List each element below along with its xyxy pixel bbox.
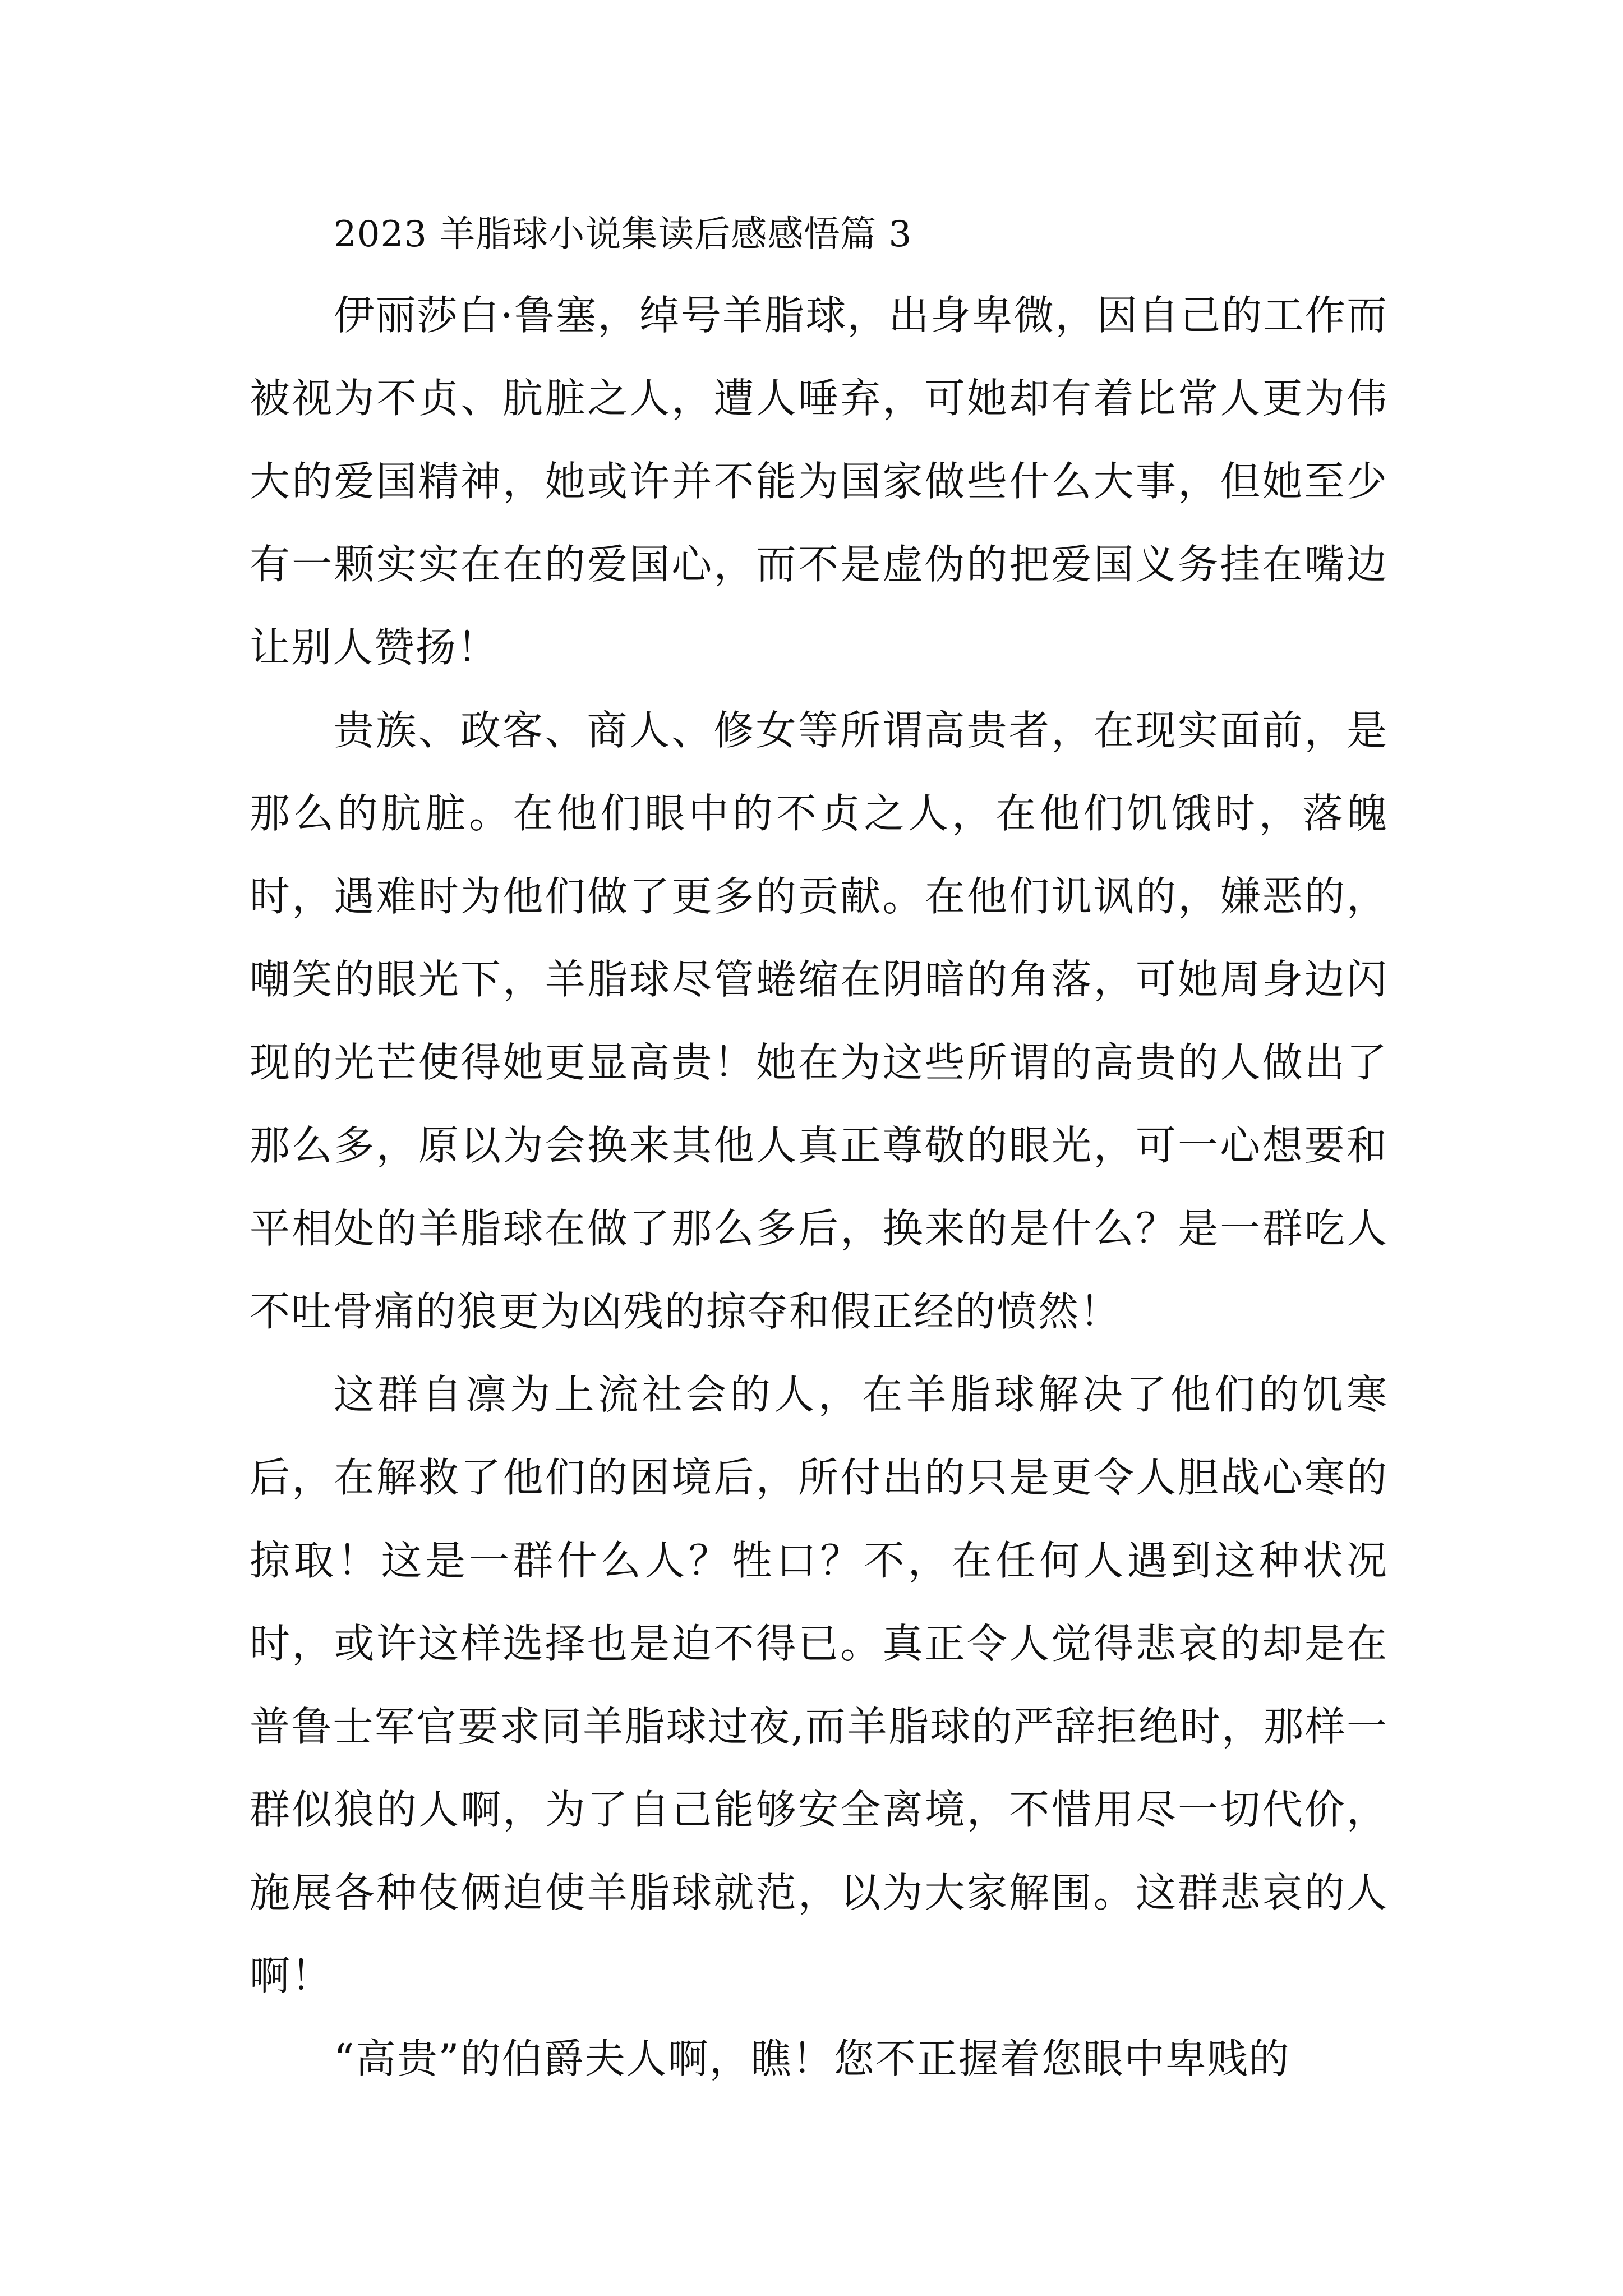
document-body bbox=[250, 206, 1388, 2100]
paragraph-3: 这群自凛为上流社会的人，在羊脂球解决了他们的饥寒后，在解救了他们的困境后，所付出的只是更令人胆战心寒的掠取！这是一群什么人？牲口？不，在任何人遇到这种状况时，或许这样选择也是迫不得已。真正令人觉得悲哀的却是在普鲁士军官要求同羊脂球过夜,而羊脂球的严辞拒绝时，那样一群似狼的人啊，为了自己能够安全离境，不惜用尽一切代价，施展各种伎俩迫使羊脂球就范，以为大家解围。这群悲哀的人啊！ bbox=[250, 1371, 1388, 1999]
paragraph-4: “高贵”的伯爵夫人啊，瞧！您不正握着您眼中卑贱的 bbox=[334, 2035, 1290, 2082]
paragraph-1: 伊丽莎白·鲁塞，绰号羊脂球，出身卑微，因自己的工作而被视为不贞、肮脏之人，遭人唾弃，可她却有着比常人更为伟大的爱国精神，她或许并不能为国家做些什么大事，但她至少有一颗实实在在的爱国心，而不是虚伪的把爱国义务挂在嘴边让别人赞扬！ bbox=[250, 292, 1388, 671]
paragraph-2: 贵族、政客、商人、修女等所谓高贵者，在现实面前，是那么的肮脏。在他们眼中的不贞之人，在他们饥饿时，落魄时，遇难时为他们做了更多的贡献。在他们讥讽的，嫌恶的，嘲笑的眼光下，羊脂球尽管蜷缩在阴暗的角落，可她周身边闪现的光芒使得她更显高贵！她在为这些所谓的高贵的人做出了那么多，原以为会换来其他人真正尊敬的眼光，可一心想要和平相处的羊脂球在做了那么多后，换来的是什么？是一群吃人不吐骨痛的狼更为凶残的掠夺和假正经的愤然！ bbox=[250, 707, 1388, 1335]
document-title: 2023 羊脂球小说集读后感感悟篇 3 bbox=[334, 214, 912, 255]
